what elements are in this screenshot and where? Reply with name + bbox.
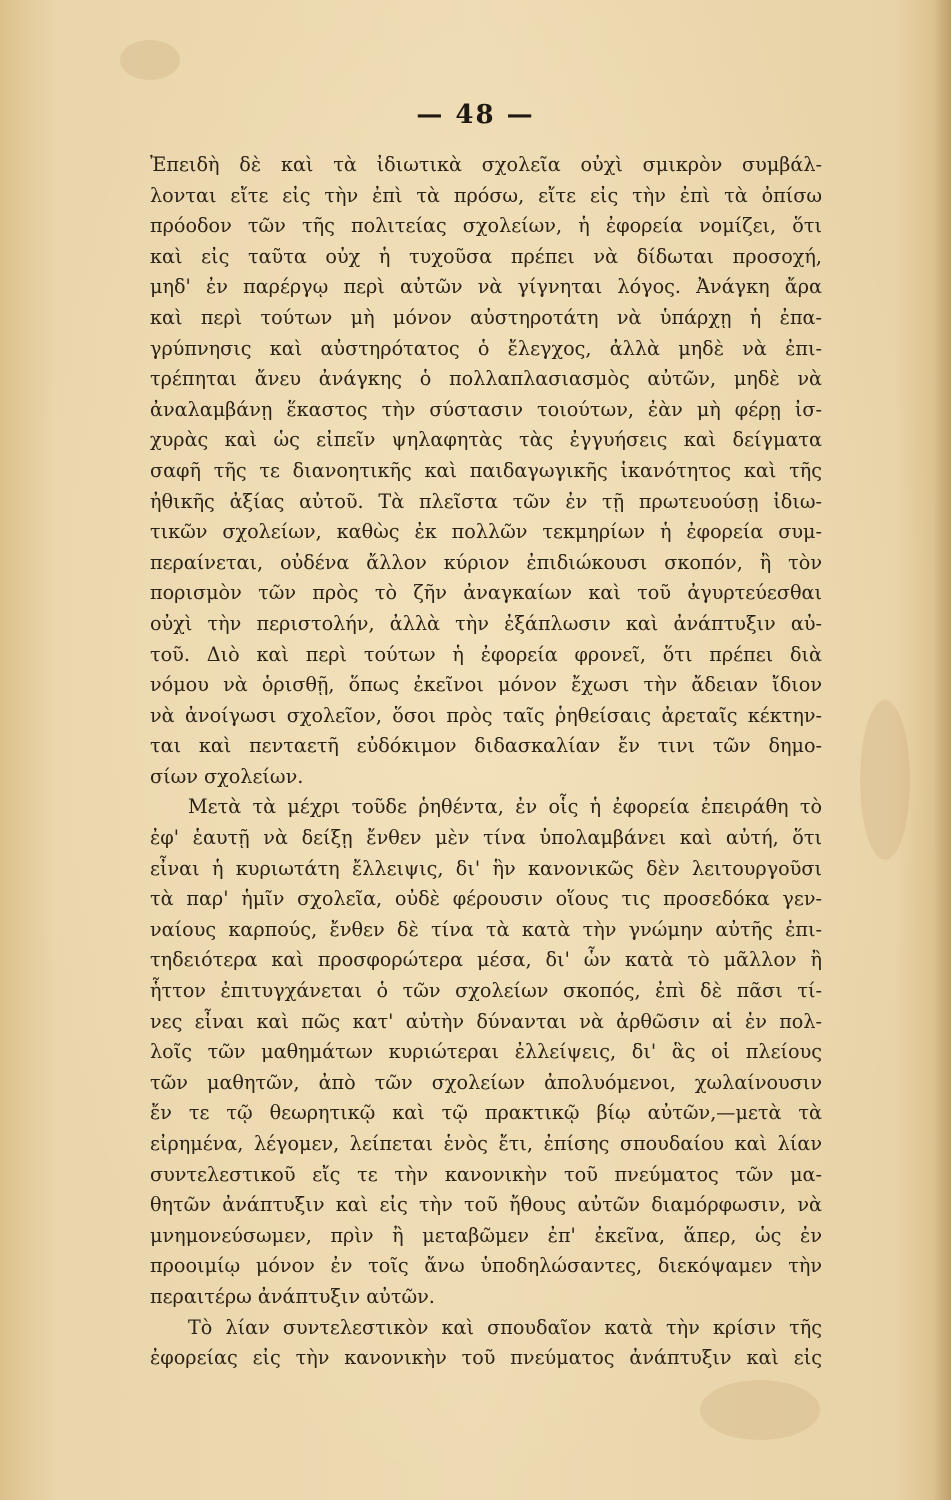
text-line: τῶν μαθητῶν, ἀπὸ τῶν σχολείων ἀπολυόμενοι, χωλαίνουσιν (150, 1070, 822, 1094)
text-line: θητῶν ἀνάπτυξιν καὶ εἰς τὴν τοῦ ἤθους αὐτῶν διαμόρφωσιν, νὰ (150, 1193, 822, 1217)
foxing-stain (700, 1380, 820, 1440)
text-line: νες εἶναι καὶ πῶς κατ' αὐτὴν δύνανται νὰ ἀρθῶσιν αἱ ἐν πολ- (150, 1009, 822, 1033)
text-line: τικῶν σχολείων, καθὼς ἐκ πολλῶν τεκμηρίων ἡ ἐφορεία συμ- (150, 520, 822, 544)
text-line: ναίους καρπούς, ἔνθεν δὲ τίνα τὰ κατὰ τὴν γνώμην αὐτῆς ἐπι- (150, 917, 822, 941)
text-line: μηδ' ἐν παρέργῳ περὶ αὐτῶν νὰ γίγνηται λόγος. Ἀνάγκη ἄρα (150, 275, 822, 299)
text-line: νόμου νὰ ὁρισθῇ, ὅπως ἐκεῖνοι μόνον ἔχωσι τὴν ἄδειαν ἴδιον (150, 673, 822, 697)
text-line: καὶ εἰς ταῦτα οὐχ ἡ τυχοῦσα πρέπει νὰ δίδωται προσοχή, (150, 244, 822, 268)
text-line: εἰρημένα, λέγομεν, λείπεται ἑνὸς ἔτι, ἐπίσης σπουδαίου καὶ λίαν (150, 1132, 822, 1155)
text-line: ἔν τε τῷ θεωρητικῷ καὶ τῷ πρακτικῷ βίῳ αὐτῶν,—μετὰ τὰ (150, 1101, 822, 1125)
text-line: οὐχὶ τὴν περιστολήν, ἀλλὰ τὴν ἐξάπλωσιν καὶ ἀνάπτυξιν αὐ- (150, 611, 822, 635)
text-line: ἐφορείας εἰς τὴν κανονικὴν τοῦ πνεύματος ἀνάπτυξιν καὶ εἰς (150, 1346, 822, 1370)
text-line: ται καὶ πενταετῆ εὐδόκιμον διδασκαλίαν ἔν τινι τῶν δημο- (150, 734, 822, 758)
text-line: Μετὰ τὰ μέχρι τοῦδε ῥηθέντα, ἐν οἷς ἡ ἐφορεία ἐπειράθη τὸ (188, 795, 822, 819)
text-line: συντελεστικοῦ εἴς τε τὴν κανονικὴν τοῦ πνεύματος τῶν μα- (150, 1162, 822, 1186)
text-line: ἠθικῆς ἀξίας αὐτοῦ. Τὰ πλεῖστα τῶν ἐν τῇ πρωτευούσῃ ἰδιω- (150, 489, 822, 513)
text-line: ἐφ' ἑαυτῇ νὰ δείξῃ ἔνθεν μὲν τίνα ὑπολαμβάνει καὶ αὐτή, ὅτι (150, 826, 822, 850)
text-line: τηδειότερα καὶ προσφορώτερα μέσα, δι' ὧν κατὰ τὸ μᾶλλον ἢ (150, 948, 822, 972)
text-line: εἶναι ἡ κυριωτάτη ἔλλειψις, δι' ἣν κανονικῶς δὲν λειτουργοῦσι (150, 856, 822, 880)
text-line: σίων σχολείων. (150, 764, 304, 788)
text-line: τρέπηται ἄνευ ἀνάγκης ὁ πολλαπλασιασμὸς αὐτῶν, μηδὲ νὰ (150, 367, 822, 391)
text-line: τὰ παρ' ἡμῖν σχολεῖα, οὐδὲ φέρουσιν οἵους τις προσεδόκα γεν- (150, 887, 822, 911)
text-line: Ἐπειδὴ δὲ καὶ τὰ ἰδιωτικὰ σχολεῖα οὐχὶ σμικρὸν συμβάλ- (150, 153, 822, 176)
text-line: προοιμίῳ μόνον ἐν τοῖς ἄνω ὑποδηλώσαντες, διεκόψαμεν τὴν (150, 1254, 822, 1278)
foxing-stain (860, 700, 910, 860)
text-line: λοῖς τῶν μαθημάτων κυριώτεραι ἐλλείψεις, δι' ἃς οἱ πλείους (150, 1040, 822, 1064)
text-line: νὰ ἀνοίγωσι σχολεῖον, ὅσοι πρὸς ταῖς ῥηθείσαις ἀρεταῖς κέκτην- (150, 703, 822, 727)
page-number: — 48 — (416, 100, 535, 130)
text-line: μνημονεύσωμεν, πρὶν ἢ μεταβῶμεν ἐπ' ἐκεῖνα, ἅπερ, ὡς ἐν (150, 1223, 822, 1247)
text-line: ἧττον ἐπιτυγχάνεται ὁ τῶν σχολείων σκοπός, ἐπὶ δὲ πᾶσι τί- (150, 979, 822, 1003)
text-line: ἀναλαμβάνῃ ἕκαστος τὴν σύστασιν τοιούτων, ἐὰν μὴ φέρῃ ἰσ- (150, 397, 822, 421)
foxing-stain (120, 40, 180, 80)
text-line: πρόοδον τῶν τῆς πολιτείας σχολείων, ἡ ἐφορεία νομίζει, ὅτι (150, 214, 822, 238)
text-line: γρύπνησις καὶ αὐστηρότατος ὁ ἔλεγχος, ἀλλὰ μηδὲ νὰ ἐπι- (150, 336, 822, 360)
text-line: λονται εἴτε εἰς τὴν ἐπὶ τὰ πρόσω, εἴτε εἰς τὴν ἐπὶ τὰ ὀπίσω (150, 183, 822, 207)
text-line: περαιτέρω ἀνάπτυξιν αὐτῶν. (150, 1284, 435, 1308)
page-edge-shadow (933, 0, 951, 1500)
text-line: καὶ περὶ τούτων μὴ μόνον αὐστηροτάτη νὰ ὑπάρχῃ ἡ ἐπα- (150, 305, 822, 329)
text-line: χυρὰς καὶ ὡς εἰπεῖν ψηλαφητὰς τὰς ἐγγυήσεις καὶ δείγματα (150, 428, 822, 452)
text-line: πορισμὸν τῶν πρὸς τὸ ζῆν ἀναγκαίων καὶ τοῦ ἀγυρτεύεσθαι (150, 581, 822, 605)
text-line: περαίνεται, οὐδένα ἄλλον κύριον ἐπιδιώκουσι σκοπόν, ἢ τὸν (150, 550, 822, 574)
text-line: τοῦ. Διὸ καὶ περὶ τούτων ἡ ἐφορεία φρονεῖ, ὅτι πρέπει διὰ (150, 642, 822, 666)
text-line: σαφῆ τῆς τε διανοητικῆς καὶ παιδαγωγικῆς ἱκανότητος καὶ τῆς (150, 458, 822, 482)
text-line: Τὸ λίαν συντελεστικὸν καὶ σπουδαῖον κατὰ τὴν κρίσιν τῆς (188, 1315, 822, 1339)
body-text (150, 150, 822, 1374)
